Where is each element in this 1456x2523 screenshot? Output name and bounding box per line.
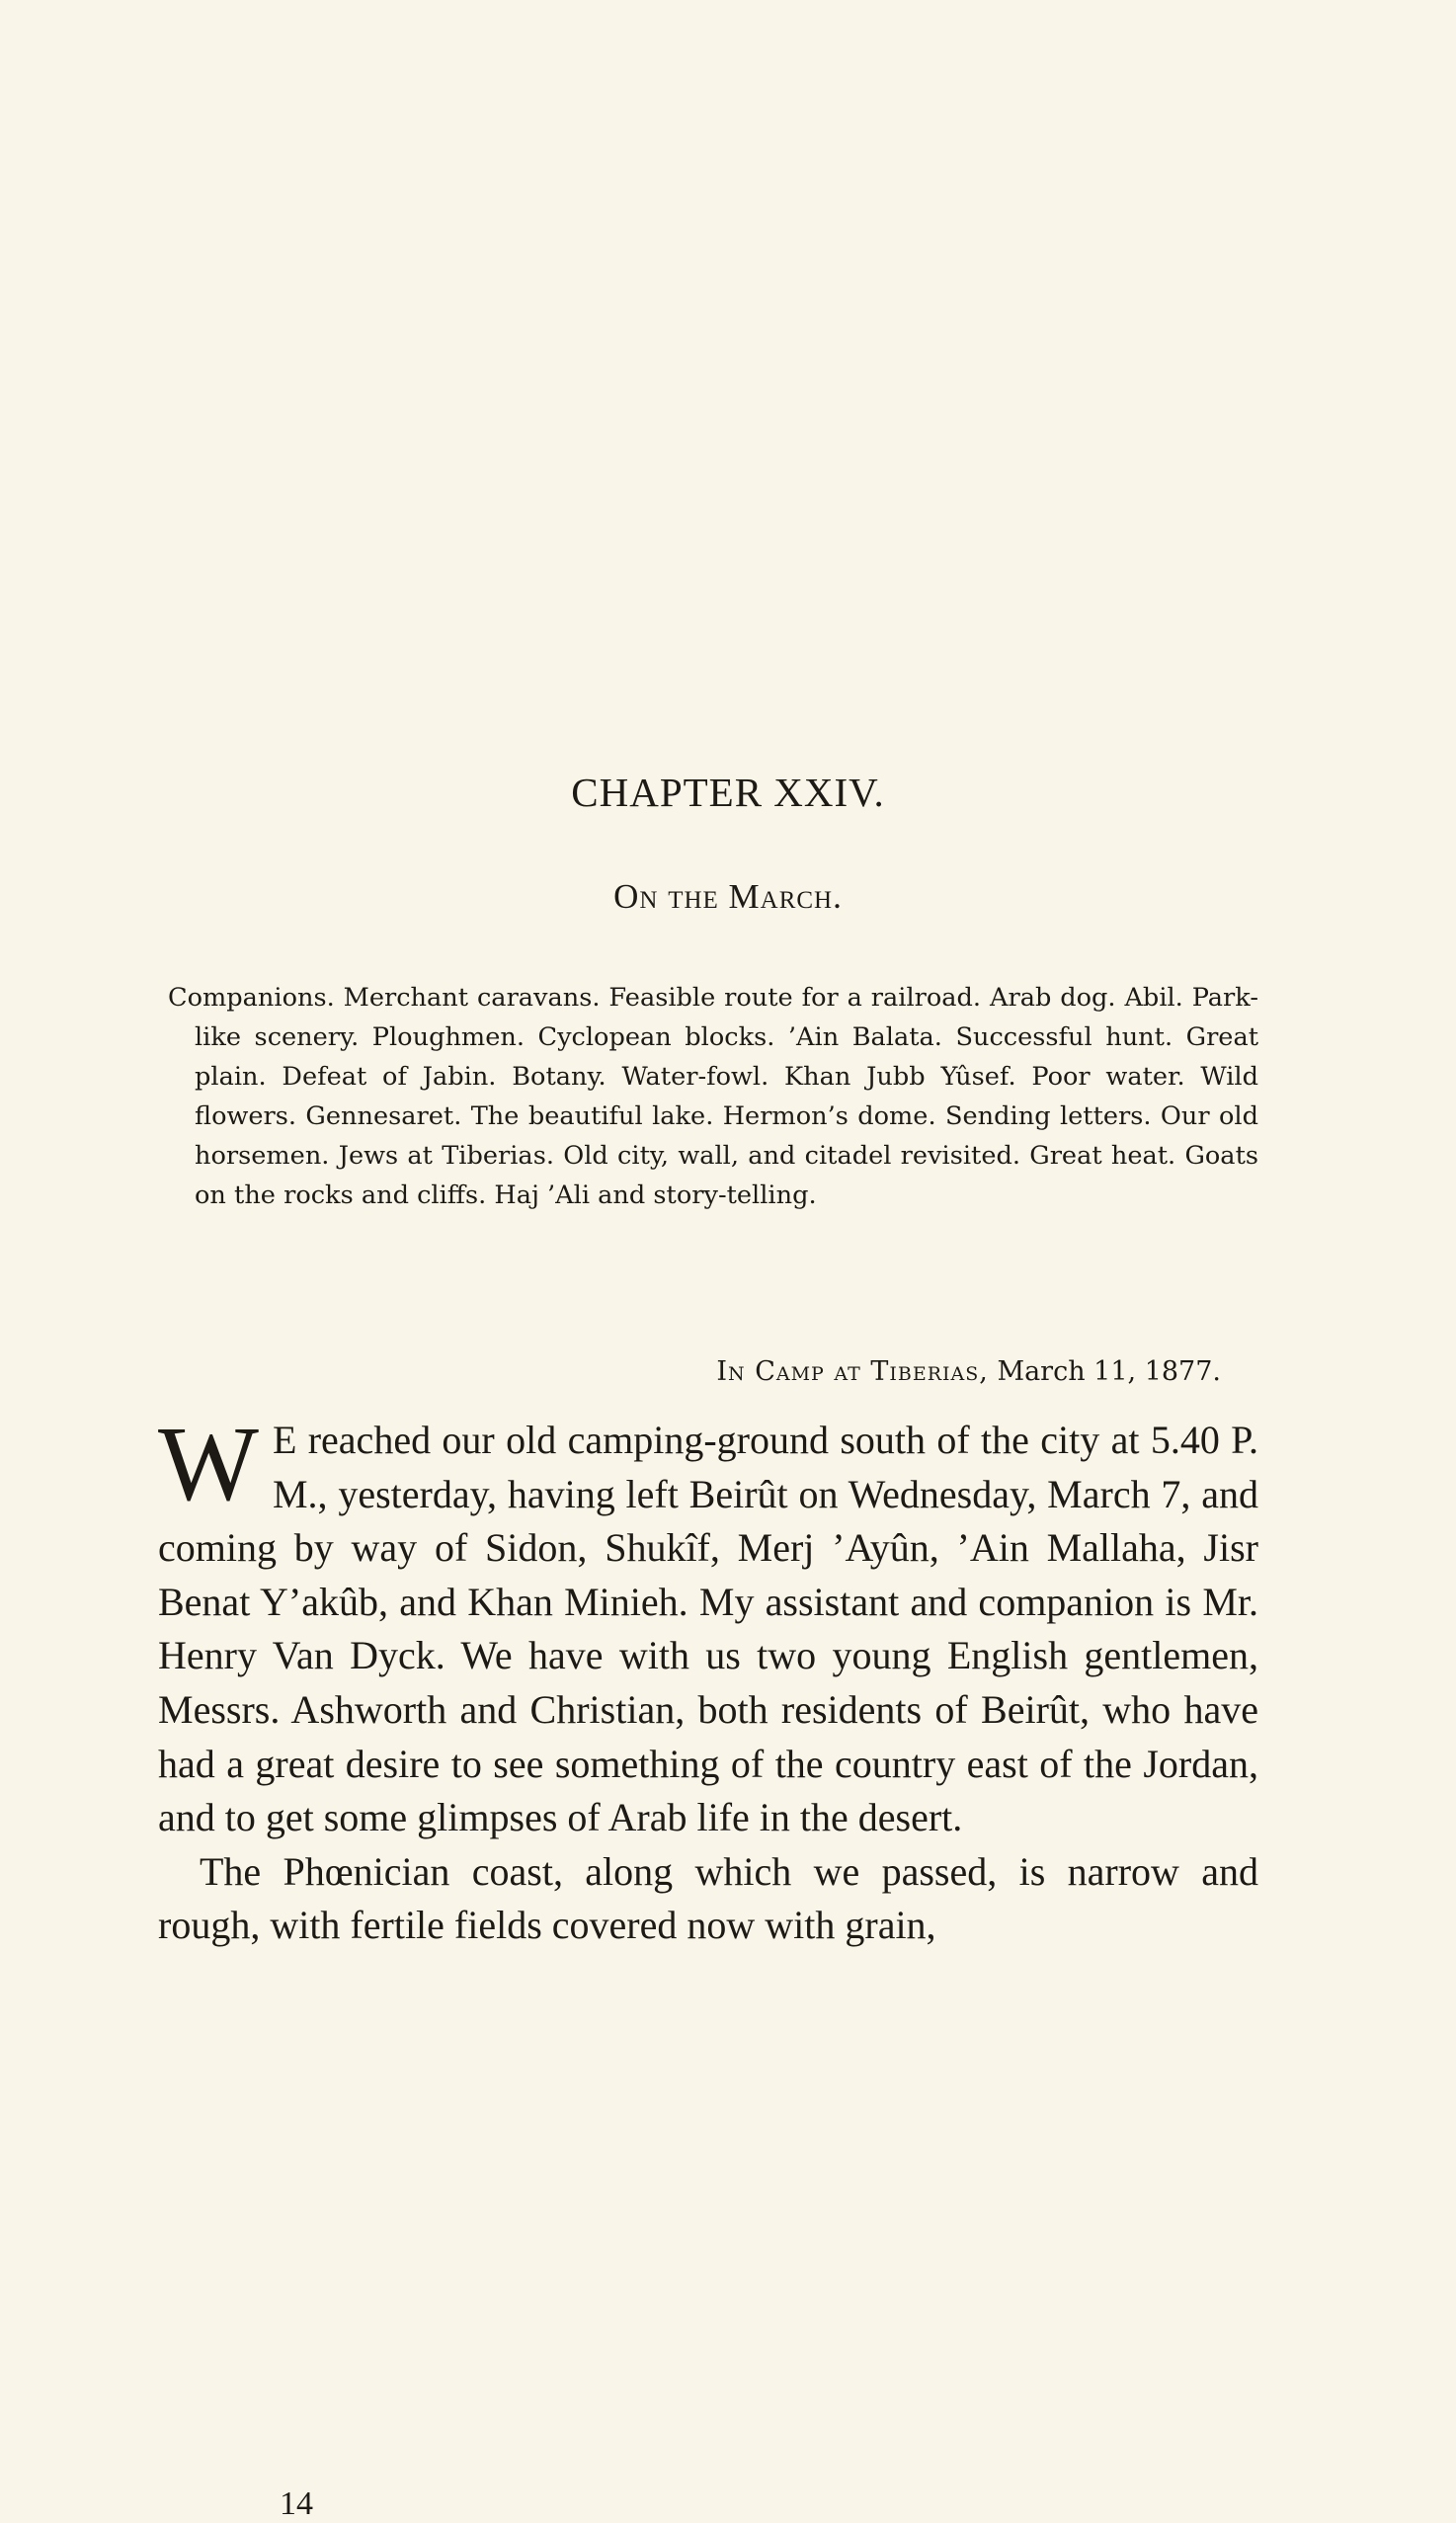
dateline-date: March 11, 1877. [997,1356,1221,1387]
chapter-subtitle: On the March. [613,877,843,916]
chapter-synopsis: Companions. Merchant caravans. Feasible route for a railroad. Arab dog. Abil. Park-like scenery. Ploughmen. Cyclopean blocks. ’Ain Balata. Successful hunt. Great plain. Defeat of Jabin. Botany. Water-fowl. Khan Jubb Yûsef. Poor water. Wild flowers. Gennesaret. The beautiful lake. Hermon’s dome. Sending letters. Our old horsemen. Jews at Tiberias. Old city, wall, and citadel revisited. Great heat. Goats on the rocks and cliffs. Haj ’Ali and story-telling. [168,983,1258,1210]
dateline-place: In Camp at Tiberias, [716,1356,989,1387]
drop-cap: W [158,1406,259,1523]
paragraph-1 [158,1406,1258,1845]
dateline [716,1356,1221,1387]
body-text [158,1406,1258,1953]
chapter-title: CHAPTER XXIV. [571,770,885,815]
signature-mark: 14 [280,2485,313,2522]
paragraph-1-text: E reached our old camping-ground south of the city at 5.40 P. M., yesterday, having left Beirût on Wednesday, March 7, and coming by way of Sidon, Shukîf, Merj ’Ayûn, ’Ain Mallaha, Jisr Benat Y’akûb, and Khan Minieh. My assistant and companion is Mr. Henry Van Dyck. We have with us two young English gentlemen, Messrs. Ashworth and Christian, both residents of Beirût, who have had a great desire to see something of the country east of the Jordan, and to get some glimpses of Arab life in the desert. [158,1418,1258,1840]
paragraph-2: The Phœnician coast, along which we passed, is narrow and rough, with fertile fields covered now with grain, [158,1848,1258,1948]
